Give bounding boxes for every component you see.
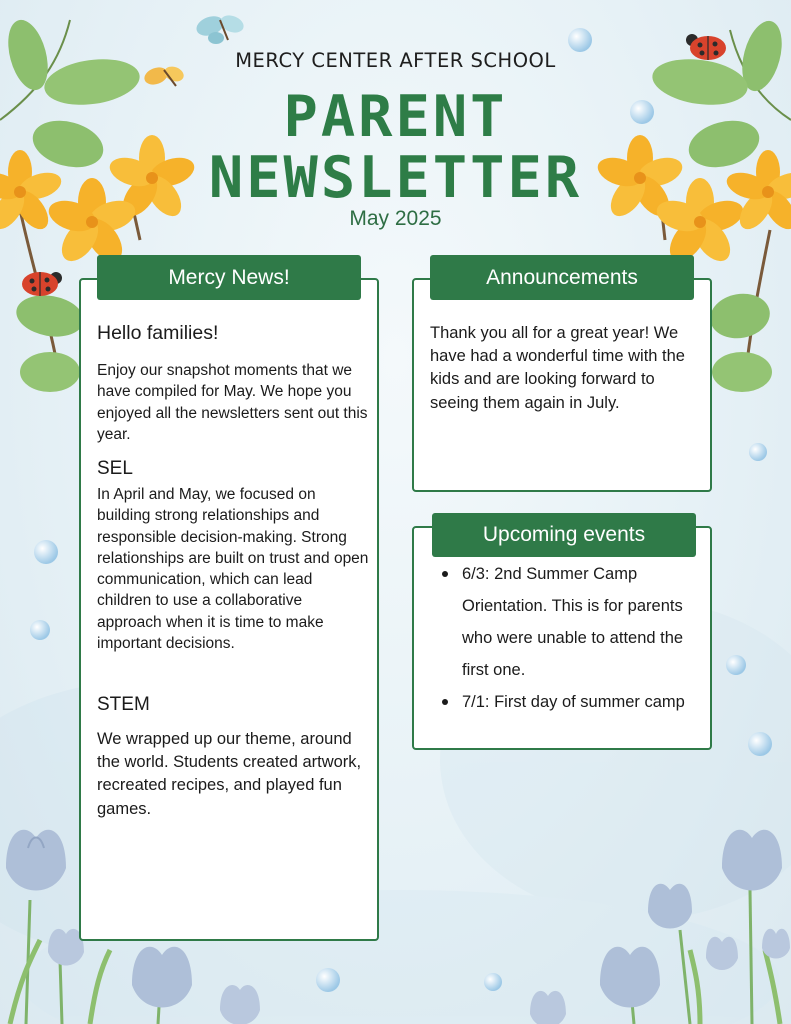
leaf-icon bbox=[712, 352, 772, 392]
title-line-newsletter: NEWSLETTER bbox=[208, 145, 583, 211]
water-bubble-icon bbox=[726, 655, 746, 675]
butterfly-icon bbox=[194, 12, 246, 44]
event-text: 7/1: First day of summer camp bbox=[462, 693, 685, 711]
water-bubble-icon bbox=[748, 732, 772, 756]
water-bubble-icon bbox=[484, 973, 502, 991]
bullet-icon bbox=[442, 699, 448, 705]
mercy-news-card bbox=[79, 278, 379, 941]
organization-name: MERCY CENTER AFTER SCHOOL bbox=[235, 49, 556, 72]
stem-text: We wrapped up our theme, around the world. Students created artwork, recreated recipes, and played fun games. bbox=[97, 730, 362, 818]
tulip-icon bbox=[600, 947, 660, 1008]
event-text: 6/3: 2nd Summer Camp Orientation. This is for parents who were unable to attend the first one. bbox=[462, 565, 684, 679]
tulip-icon bbox=[220, 985, 260, 1024]
leaf-icon bbox=[13, 290, 87, 341]
water-bubble-icon bbox=[316, 968, 340, 992]
ladybug-icon bbox=[22, 272, 62, 296]
leaf-icon bbox=[20, 352, 80, 392]
announcements-header: Announcements bbox=[430, 255, 694, 300]
title-line-parent: PARENT bbox=[283, 84, 508, 150]
sel-text: In April and May, we focused on building strong relationships and responsible decision-making. Strong relationships are built on trust and open communication, which can lead children to use a collaborative approach when it is time to make important decisions. bbox=[97, 486, 369, 653]
mercy-news-header: Mercy News! bbox=[97, 255, 361, 300]
greeting: Hello families! bbox=[97, 322, 219, 344]
announcements-text: Thank you all for a great year! We have had a wonderful time with the kids and are looking forward to seeing them again in July. bbox=[430, 324, 685, 412]
upcoming-events-card bbox=[412, 526, 712, 750]
issue-date: May 2025 bbox=[349, 207, 442, 230]
bullet-icon bbox=[442, 571, 448, 577]
sel-heading: SEL bbox=[97, 458, 133, 479]
tulip-icon bbox=[6, 830, 66, 891]
intro-text: Enjoy our snapshot moments that we have compiled for May. We hope you enjoyed all the newsletters sent out this year. bbox=[97, 362, 368, 443]
tulip-icon bbox=[762, 929, 790, 959]
upcoming-events-header: Upcoming events bbox=[432, 513, 696, 557]
stem-heading: STEM bbox=[97, 694, 150, 715]
leaf-icon bbox=[707, 289, 774, 343]
event-list bbox=[432, 558, 704, 718]
tulip-icon bbox=[722, 830, 782, 891]
event-item bbox=[432, 686, 704, 718]
announcements-card bbox=[412, 278, 712, 492]
tulip-icon bbox=[648, 884, 692, 929]
event-item bbox=[432, 558, 704, 686]
tulip-icon bbox=[132, 947, 192, 1008]
water-bubble-icon bbox=[34, 540, 58, 564]
water-bubble-icon bbox=[749, 443, 767, 461]
water-bubble-icon bbox=[30, 620, 50, 640]
